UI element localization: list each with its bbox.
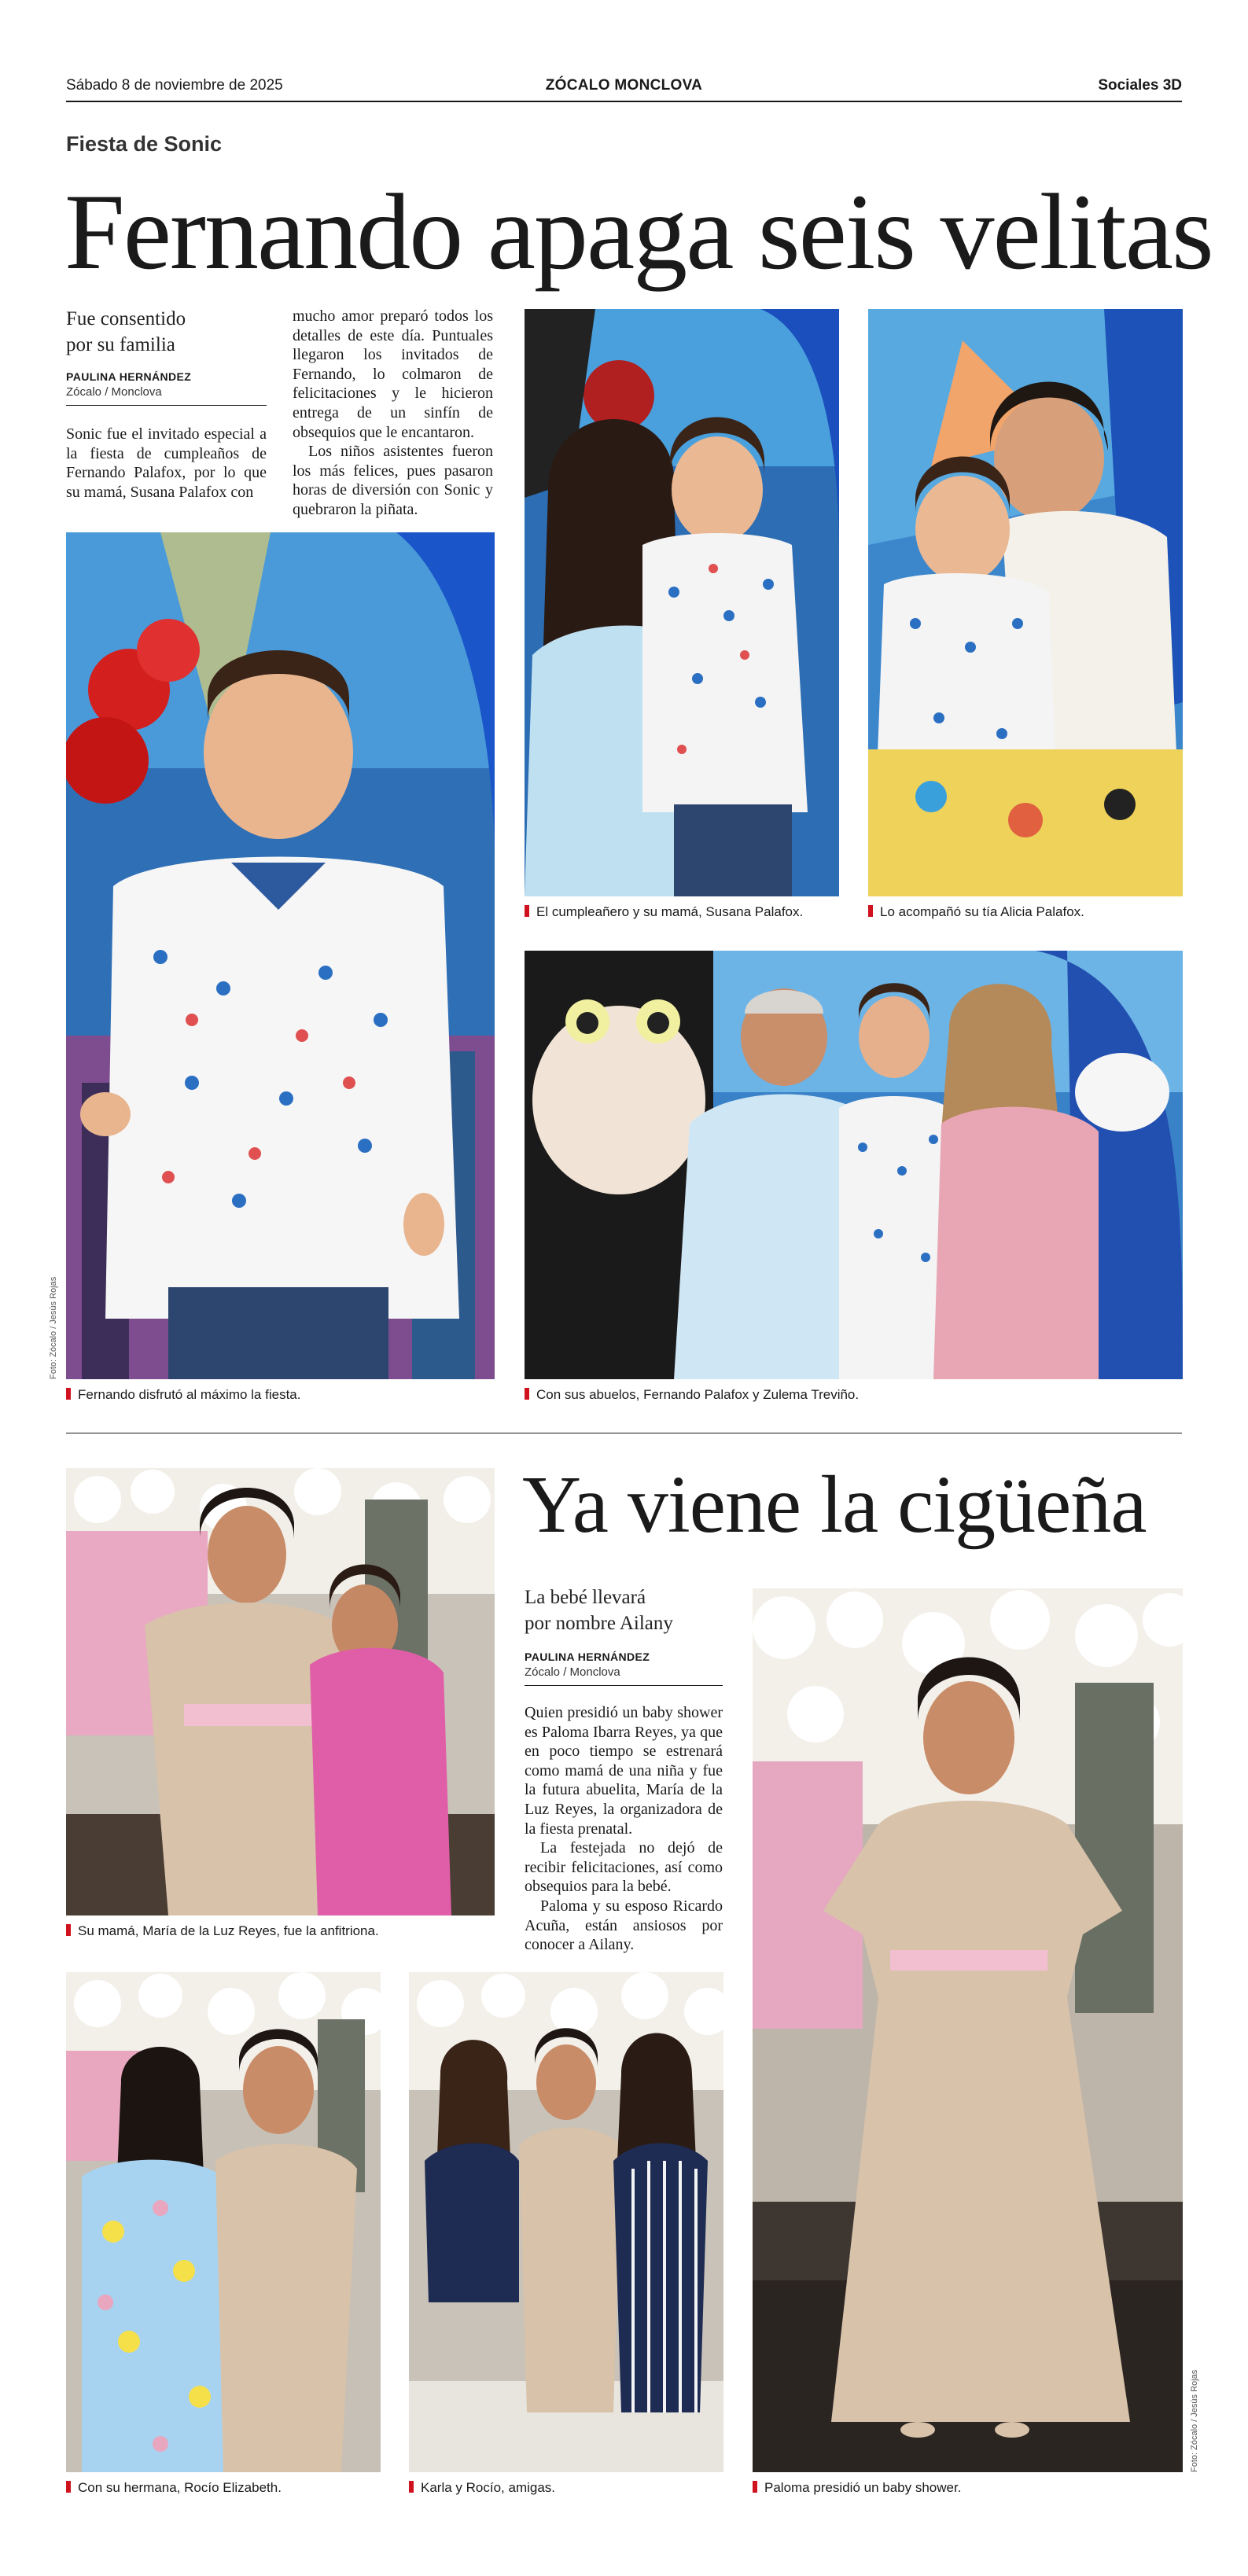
story1-photo-credit: Foto: Zócalo / Jesús Rojas — [49, 1276, 58, 1379]
story1-caption-fernando: Fernando disfrutó al máximo la fiesta. — [66, 1387, 300, 1403]
story2-photo-credit: Foto: Zócalo / Jesús Rojas — [1190, 2369, 1199, 2472]
story1-byline: PAULINA HERNÁNDEZ — [66, 370, 192, 383]
story1-byline-rule — [66, 405, 267, 406]
page-date: Sábado 8 de noviembre de 2025 — [66, 77, 283, 94]
story1-caption-aunt: Lo acompañó su tía Alicia Palafox. — [868, 904, 1084, 920]
story2-text-block — [525, 1585, 723, 1955]
story2-byline: PAULINA HERNÁNDEZ — [525, 1650, 650, 1663]
story1-paragraph: Los niños asistentes fueron los más felices, pues pasaron horas de diversión con Sonic y quebraron la piñata. — [293, 443, 493, 518]
story1-paragraph: mucho amor preparó todos los detalles de este día. Puntuales llegaron los invitados de Fernando, lo colmaron de felicitaciones y le hicieron entrega de un sinfín de obsequios que le encantaron. — [293, 307, 493, 441]
story2-photo-paloma — [753, 1588, 1183, 2472]
story1-photo-fernando — [66, 532, 495, 1379]
story1-place: Zócalo / Monclova — [66, 385, 162, 399]
story2-caption-paloma: Paloma presidió un baby shower. — [753, 2480, 961, 2496]
story1-subhead-line: por su familia — [66, 333, 175, 355]
story2-paragraph: La festejada no dejó de recibir felicitaciones, así como obsequios para la bebé. — [525, 1839, 723, 1896]
story1-paragraph: Sonic fue el invitado especial a la fiesta de cumpleaños de Fernando Palafox, por lo que su mamá, Susana Palafox con — [66, 425, 267, 501]
story2-caption-friends: Karla y Rocío, amigas. — [409, 2480, 555, 2496]
story2-body — [525, 1703, 723, 1955]
story1-photo-mother — [525, 309, 839, 896]
story2-paragraph: Paloma y su esposo Ricardo Acuña, están ansiosos por conocer a Ailany. — [525, 1897, 723, 1954]
story1-photo-aunt — [868, 309, 1183, 896]
story2-photo-sister — [66, 1972, 381, 2472]
story2-subhead — [525, 1585, 723, 1636]
story1-photo-grandparents — [525, 951, 1183, 1379]
story1-caption-grandparents: Con sus abuelos, Fernando Palafox y Zulema Treviño. — [525, 1387, 859, 1403]
story2-subhead-line: por nombre Ailany — [525, 1612, 673, 1634]
story2-caption-mother: Su mamá, María de la Luz Reyes, fue la anfitriona. — [66, 1923, 379, 1939]
story1-headline: Fernando apaga seis velitas — [64, 171, 1213, 292]
story2-photo-friends — [409, 1972, 723, 2472]
story1-col1 — [66, 425, 267, 502]
story2-headline: Ya viene la cigüeña — [522, 1459, 1147, 1550]
header-rule — [66, 101, 1182, 102]
newspaper-name: ZÓCALO MONCLOVA — [545, 77, 703, 94]
story1-subhead — [66, 307, 267, 358]
story2-subhead-line: La bebé llevará — [525, 1587, 646, 1608]
story1-text-block — [66, 307, 267, 502]
story2-photo-mother — [66, 1468, 495, 1915]
story1-col2 — [293, 307, 493, 520]
story2-caption-sister: Con su hermana, Rocío Elizabeth. — [66, 2480, 282, 2496]
story2-byline-rule — [525, 1685, 723, 1686]
story2-place: Zócalo / Monclova — [525, 1665, 620, 1679]
section-label: Sociales 3D — [1098, 77, 1182, 94]
story1-caption-mother: El cumpleañero y su mamá, Susana Palafox. — [525, 904, 803, 920]
story2-paragraph: Quien presidió un baby shower es Paloma Ibarra Reyes, ya que en poco tiempo se estrenará como mamá de una niña y fue la futura abuelita, María de la Luz Reyes, la organizadora de la fiesta prenatal. — [525, 1704, 723, 1838]
story1-kicker: Fiesta de Sonic — [66, 132, 223, 156]
story1-subhead-line: Fue consentido — [66, 308, 186, 329]
